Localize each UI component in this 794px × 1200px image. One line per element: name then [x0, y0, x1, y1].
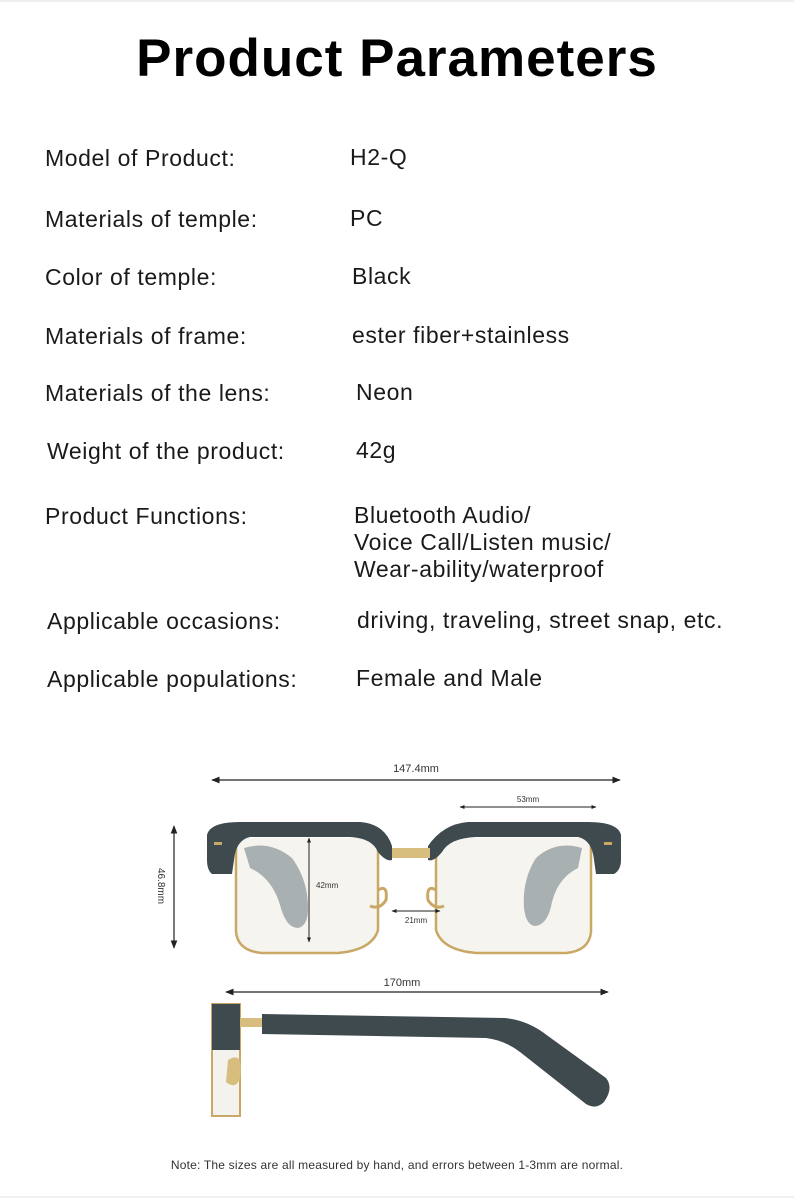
- dimension-label: 147.4mm: [393, 763, 439, 775]
- param-label: Color of temple:: [45, 264, 217, 290]
- param-value-line: Black: [352, 263, 412, 289]
- param-value: [354, 502, 611, 583]
- page-title: Product Parameters: [136, 29, 658, 88]
- param-value: [356, 379, 413, 406]
- dimension-label: 21mm: [404, 916, 428, 925]
- right-hinge-dot: [604, 842, 612, 845]
- param-value-line: Female and Male: [356, 665, 543, 691]
- dimension-label: 46.8mm: [155, 867, 166, 905]
- dimension-label: 170mm: [383, 977, 421, 989]
- param-value-line: ester fiber+stainless: [352, 322, 570, 348]
- param-label: Product Functions:: [45, 503, 248, 529]
- dimension-label: 42mm: [316, 881, 339, 890]
- glasses-side-view: [212, 1004, 610, 1116]
- bridge: [392, 848, 430, 858]
- param-value: [356, 665, 543, 692]
- side-frame-front: [212, 1004, 240, 1050]
- param-value: [350, 144, 407, 171]
- param-value-line: 42g: [356, 437, 397, 463]
- side-hinge: [240, 1018, 264, 1027]
- param-value: [357, 607, 723, 634]
- left-hinge-dot: [214, 842, 222, 845]
- glasses-front-view: [207, 822, 621, 953]
- param-value-line: Bluetooth Audio/: [354, 502, 532, 528]
- dimension-label: 53mm: [516, 795, 540, 804]
- param-value-line: Neon: [356, 379, 414, 405]
- dimension-temple-length: [226, 977, 608, 992]
- param-value-line: H2-Q: [350, 144, 408, 170]
- param-value: [352, 322, 570, 349]
- param-label: Applicable populations:: [47, 666, 298, 692]
- measurement-note: Note: The sizes are all measured by hand, and errors between 1-3mm are normal.: [170, 1158, 624, 1172]
- param-label: Materials of frame:: [45, 323, 247, 349]
- param-value: [356, 437, 396, 464]
- dimension-lens-width: [460, 795, 596, 807]
- param-label: Materials of the lens:: [45, 380, 271, 406]
- param-label: Model of Product:: [45, 145, 236, 171]
- param-label: Weight of the product:: [47, 438, 285, 464]
- side-temple-arm: [262, 1014, 610, 1107]
- param-value-line: Voice Call/Listen music/: [354, 529, 612, 555]
- side-nose-pad: [226, 1057, 241, 1085]
- param-label: Applicable occasions:: [47, 608, 281, 634]
- param-value-line: PC: [350, 205, 384, 231]
- param-value-line: driving, traveling, street snap, etc.: [357, 607, 724, 633]
- param-value: [352, 263, 411, 290]
- glasses-dimension-diagram: [0, 740, 794, 1140]
- param-label: Materials of temple:: [45, 206, 258, 232]
- param-value-line: Wear-ability/waterproof: [354, 556, 604, 582]
- param-value: [350, 205, 383, 232]
- dimension-height: [155, 826, 174, 948]
- top-divider: [0, 0, 794, 2]
- dimension-bridge: [392, 911, 440, 925]
- bottom-divider: [0, 1196, 794, 1198]
- dimension-overall-width: [212, 763, 620, 780]
